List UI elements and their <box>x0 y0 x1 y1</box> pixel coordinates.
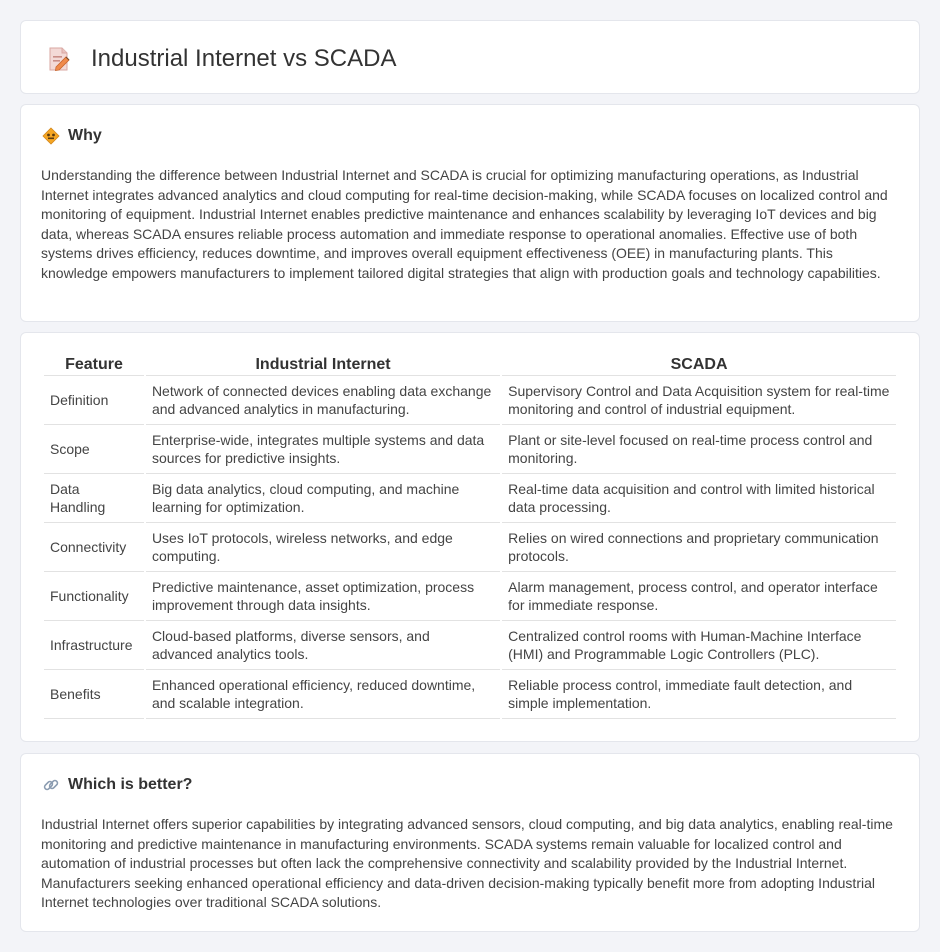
why-section <box>20 104 920 322</box>
why-heading: Why <box>68 127 102 144</box>
title-card <box>20 20 920 94</box>
comparison-table <box>42 354 898 719</box>
table-row <box>44 670 896 719</box>
feature-cell: Scope <box>44 425 144 474</box>
industrial-internet-cell: Enterprise-wide, integrates multiple systems and data sources for predictive insights. <box>146 425 500 474</box>
better-heading: Which is better? <box>68 776 193 793</box>
industrial-internet-cell: Network of connected devices enabling data exchange and advanced analytics in manufacturing. <box>146 376 500 425</box>
scada-cell: Reliable process control, immediate fault detection, and simple implementation. <box>502 670 896 719</box>
scada-cell: Centralized control rooms with Human-Machine Interface (HMI) and Programmable Logic Controllers (PLC). <box>502 621 896 670</box>
industrial-internet-cell: Big data analytics, cloud computing, and machine learning for optimization. <box>146 474 500 523</box>
feature-cell: Definition <box>44 376 144 425</box>
comparison-section <box>20 332 920 742</box>
scada-cell: Alarm management, process control, and operator interface for immediate response. <box>502 572 896 621</box>
table-row <box>44 425 896 474</box>
better-text: Industrial Internet offers superior capabilities by integrating advanced sensors, cloud computing, and big data analytics, enabling real-time monitoring and predictive maintenance in manufacturing environments. SCADA systems remain valuable for localized control and automation of industrial processes but often lack the comprehensive connectivity and scalability provided by the Industrial Internet. Manufacturers seeking enhanced operational efficiency and data-driven decision-making typically benefit more from adopting Industrial Internet technologies over traditional SCADA solutions. <box>41 816 893 910</box>
diamond-sign-icon <box>42 127 60 145</box>
title-row <box>47 45 396 73</box>
industrial-internet-cell: Uses IoT protocols, wireless networks, and edge computing. <box>146 523 500 572</box>
feature-cell: Data Handling <box>44 474 144 523</box>
feature-cell: Functionality <box>44 572 144 621</box>
document-edit-icon <box>47 46 71 72</box>
scada-cell: Real-time data acquisition and control with limited historical data processing. <box>502 474 896 523</box>
link-icon <box>42 776 60 794</box>
table-row <box>44 621 896 670</box>
table-header-row <box>44 354 896 376</box>
scada-cell: Relies on wired connections and proprietary communication protocols. <box>502 523 896 572</box>
table-row <box>44 376 896 425</box>
industrial-internet-cell: Enhanced operational efficiency, reduced downtime, and scalable integration. <box>146 670 500 719</box>
feature-cell: Benefits <box>44 670 144 719</box>
which-is-better-section <box>20 753 920 932</box>
why-text: Understanding the difference between Industrial Internet and SCADA is crucial for optimizing manufacturing operations, as Industrial Internet integrates advanced analytics and cloud computing for real-time decision-making, while SCADA focuses on localized control and monitoring of equipment. Industrial Internet enables predictive maintenance and enhances scalability by leveraging IoT devices and big data, whereas SCADA ensures reliable process automation and immediate response to operational anomalies. Effective use of both systems drives efficiency, reduces downtime, and improves overall equipment effectiveness (OEE) in manufacturing plants. This knowledge empowers manufacturers to implement tailored digital strategies that align with production goals and technology capabilities. <box>41 167 888 281</box>
header-industrial-internet: Industrial Internet <box>146 354 500 376</box>
table-row <box>44 523 896 572</box>
feature-cell: Infrastructure <box>44 621 144 670</box>
better-heading-row <box>42 776 192 794</box>
table-row <box>44 474 896 523</box>
why-heading-row <box>42 127 102 145</box>
industrial-internet-cell: Predictive maintenance, asset optimization, process improvement through data insights. <box>146 572 500 621</box>
table-row <box>44 572 896 621</box>
feature-cell: Connectivity <box>44 523 144 572</box>
page-title: Industrial Internet vs SCADA <box>91 45 397 72</box>
header-scada: SCADA <box>502 354 896 376</box>
industrial-internet-cell: Cloud-based platforms, diverse sensors, and advanced analytics tools. <box>146 621 500 670</box>
scada-cell: Supervisory Control and Data Acquisition system for real-time monitoring and control of industrial equipment. <box>502 376 896 425</box>
header-feature: Feature <box>44 354 144 376</box>
scada-cell: Plant or site-level focused on real-time process control and monitoring. <box>502 425 896 474</box>
